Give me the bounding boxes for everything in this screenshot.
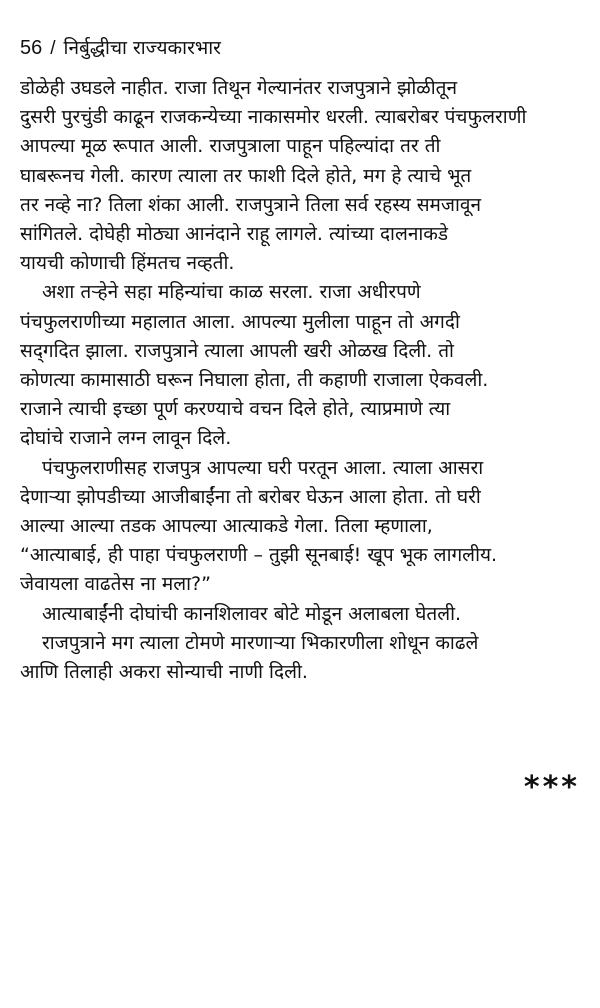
book-title: निर्बुद्धीचा राज्यकारभार [63, 37, 221, 59]
text-line: देणाऱ्या झोपडीच्या आजीबाईंना तो बरोबर घेऊन आला होता. तो घरी [20, 485, 481, 508]
text-line: दोघांचे राजाने लग्न लावून दिले. [20, 427, 232, 450]
paragraph [20, 629, 585, 687]
text-line: सद्‌गदित झाला. राजपुत्राने त्याला आपली खरी ओळख दिली. तो [20, 339, 454, 362]
text-line: आत्याबाईंनी दोघांची कानशिलावर बोटे मोडून अलाबला घेतली. [42, 602, 462, 625]
paragraph [20, 454, 585, 600]
page-number: 56 [20, 37, 43, 59]
text-line: पंचफुलराणीच्या महालात आला. आपल्या मुलीला पाहून तो अगदी [20, 310, 460, 333]
text-line: घाबरूनच गेली. कारण त्याला तर फाशी दिले होते, मग हे त्याचे भूत [20, 164, 472, 187]
text-line: पंचफुलराणीसह राजपुत्र आपल्या घरी परतून आला. त्याला आसरा [42, 456, 484, 479]
text-line: राजाने त्याची इच्छा पूर्ण करण्याचे वचन दिले होते, त्याप्रमाणे त्या [20, 398, 451, 421]
text-line: आल्या आल्या तडक आपल्या आत्याकडे गेला. तिला म्हणाला, [20, 515, 433, 538]
text-line: तर नव्हे ना? तिला शंका आली. राजपुत्राने तिला सर्व रहस्य समजावून [20, 193, 482, 216]
text-line: यायची कोणाची हिंमतच नव्हती. [20, 252, 235, 275]
text-line: आणि तिलाही अकरा सोन्याची नाणी दिली. [20, 661, 308, 684]
text-line: अशा तऱ्हेने सहा महिन्यांचा काळ सरला. राजा अधीरपणे [42, 281, 421, 304]
body-text [20, 74, 585, 687]
paragraph [20, 278, 585, 453]
text-line: दुसरी पुरचुंडी काढून राजकन्येच्या नाकासमोर धरली. त्याबरोबर पंचफुलराणी [20, 106, 527, 129]
header-separator: / [50, 38, 56, 59]
text-line: डोळेही उघडले नाहीत. राजा तिथून गेल्यानंतर राजपुत्राने झोळीतून [20, 77, 458, 99]
paragraph [20, 74, 585, 278]
text-line: “आत्याबाई, ही पाहा पंचफुलराणी – तुझी सूनबाई! खूप भूक लागलीय. [20, 544, 498, 567]
text-line: आपल्या मूळ रूपात आली. राजपुत्राला पाहून पहिल्यांदा तर ती [20, 135, 441, 158]
text-line: सांगितले. दोघेही मोठ्या आनंदाने राहू लागले. त्यांच्या दालनाकडे [20, 223, 449, 246]
running-head [20, 36, 221, 61]
text-line: जेवायला वाढतेस ना मला?” [20, 573, 211, 596]
paragraph [20, 600, 585, 629]
text-line: राजपुत्राने मग त्याला टोमणे मारणाऱ्या भिकारणीला शोधून काढले [42, 631, 479, 654]
text-line: कोणत्या कामासाठी घरून निघाला होता, ती कहाणी राजाला ऐकवली. [20, 369, 489, 392]
end-of-chapter-mark: *** [523, 770, 580, 805]
